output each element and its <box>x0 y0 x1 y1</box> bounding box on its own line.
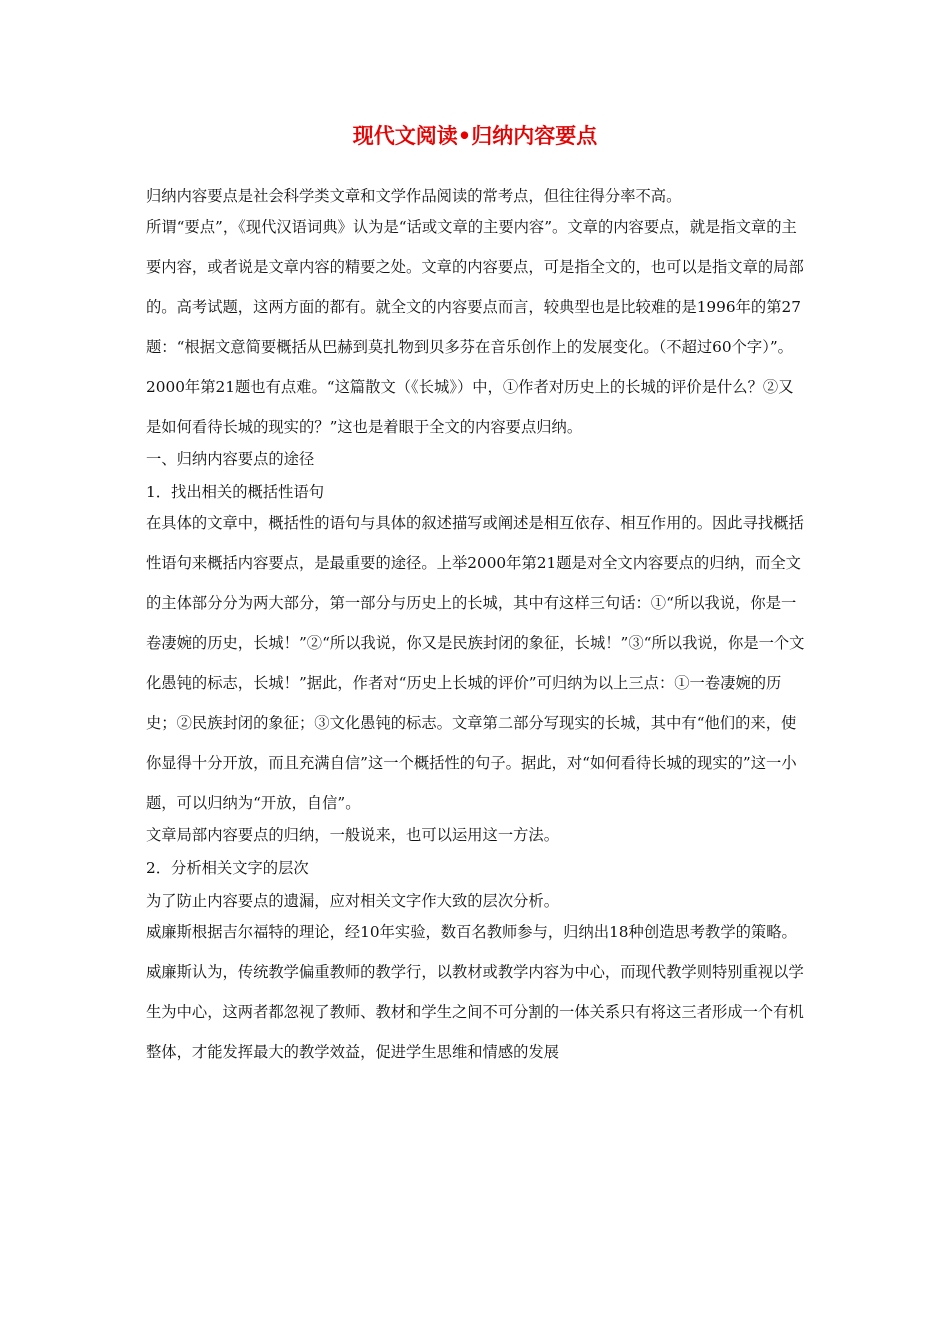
paragraph: 威廉斯根据吉尔福特的理论，经10年实验，数百名教师参与，归纳出18种创造思考教学的策略。威廉斯认为，传统教学偏重教师的教学行，以教材或教学内容为中心，而现代教学则特别重视以学生为中心，这两者都忽视了教师、教材和学生之间不可分割的一体关系只有将这三者形成一个有机整体，才能发挥最大的教学效益，促进学生思维和情感的发展 <box>146 923 804 1061</box>
document-title: 现代文阅读•归纳内容要点 <box>352 123 598 148</box>
paragraph: 文章局部内容要点的归纳，一般说来，也可以运用这一方法。 <box>146 826 560 844</box>
subsection-heading: 2．分析相关文字的层次 <box>146 859 309 877</box>
paragraph: 在具体的文章中，概括性的语句与具体的叙述描写或阐述是相互依存、相互作用的。因此寻找概括性语句来概括内容要点，是最重要的途径。上举2000年第21题是对全文内容要点的归纳，而全文的主体部分分为两大部分，第一部分与历史上的长城，其中有这样三句话：①“所以我说，你是一卷凄婉的历史，长城！”②“所以我说，你又是民族封闭的象征，长城！”③“所以我说，你是一个文化愚钝的标志，长城！”据此，作者对“历史上长城的评价”可归纳为以上三点：①一卷凄婉的历史；②民族封闭的象征；③文化愚钝的标志。文章第二部分写现实的长城，其中有“他们的来，使你显得十分开放，而且充满自信”这一个概括性的句子。据此，对“如何看待长城的现实的”这一小题，可以归纳为“开放，自信”。 <box>146 514 805 812</box>
document-body <box>146 180 806 1072</box>
paragraph: 所谓“要点”，《现代汉语词典》认为是“话或文章的主要内容”。文章的内容要点，就是指文章的主要内容，或者说是文章内容的精要之处。文章的内容要点，可是指全文的，也可以是指文章的局部的。高考试题，这两方面的都有。就全文的内容要点而言，较典型也是比较难的是1996年的第27题：“根据文意简要概括从巴赫到莫扎物到贝多芬在音乐创作上的发展变化。（不超过60个字）”。2000年第21题也有点难。“这篇散文（《长城》）中，①作者对历史上的长城的评价是什么？②又是如何看待长城的现实的？”这也是着眼于全文的内容要点归纳。 <box>146 218 804 436</box>
subsection-heading: 1．找出相关的概括性语句 <box>146 483 324 501</box>
section-heading: 一、归纳内容要点的途径 <box>146 450 315 468</box>
paragraph: 归纳内容要点是社会科学类文章和文学作品阅读的常考点，但往往得分率不高。 <box>146 187 682 205</box>
paragraph: 为了防止内容要点的遗漏，应对相关文字作大致的层次分析。 <box>146 892 560 910</box>
